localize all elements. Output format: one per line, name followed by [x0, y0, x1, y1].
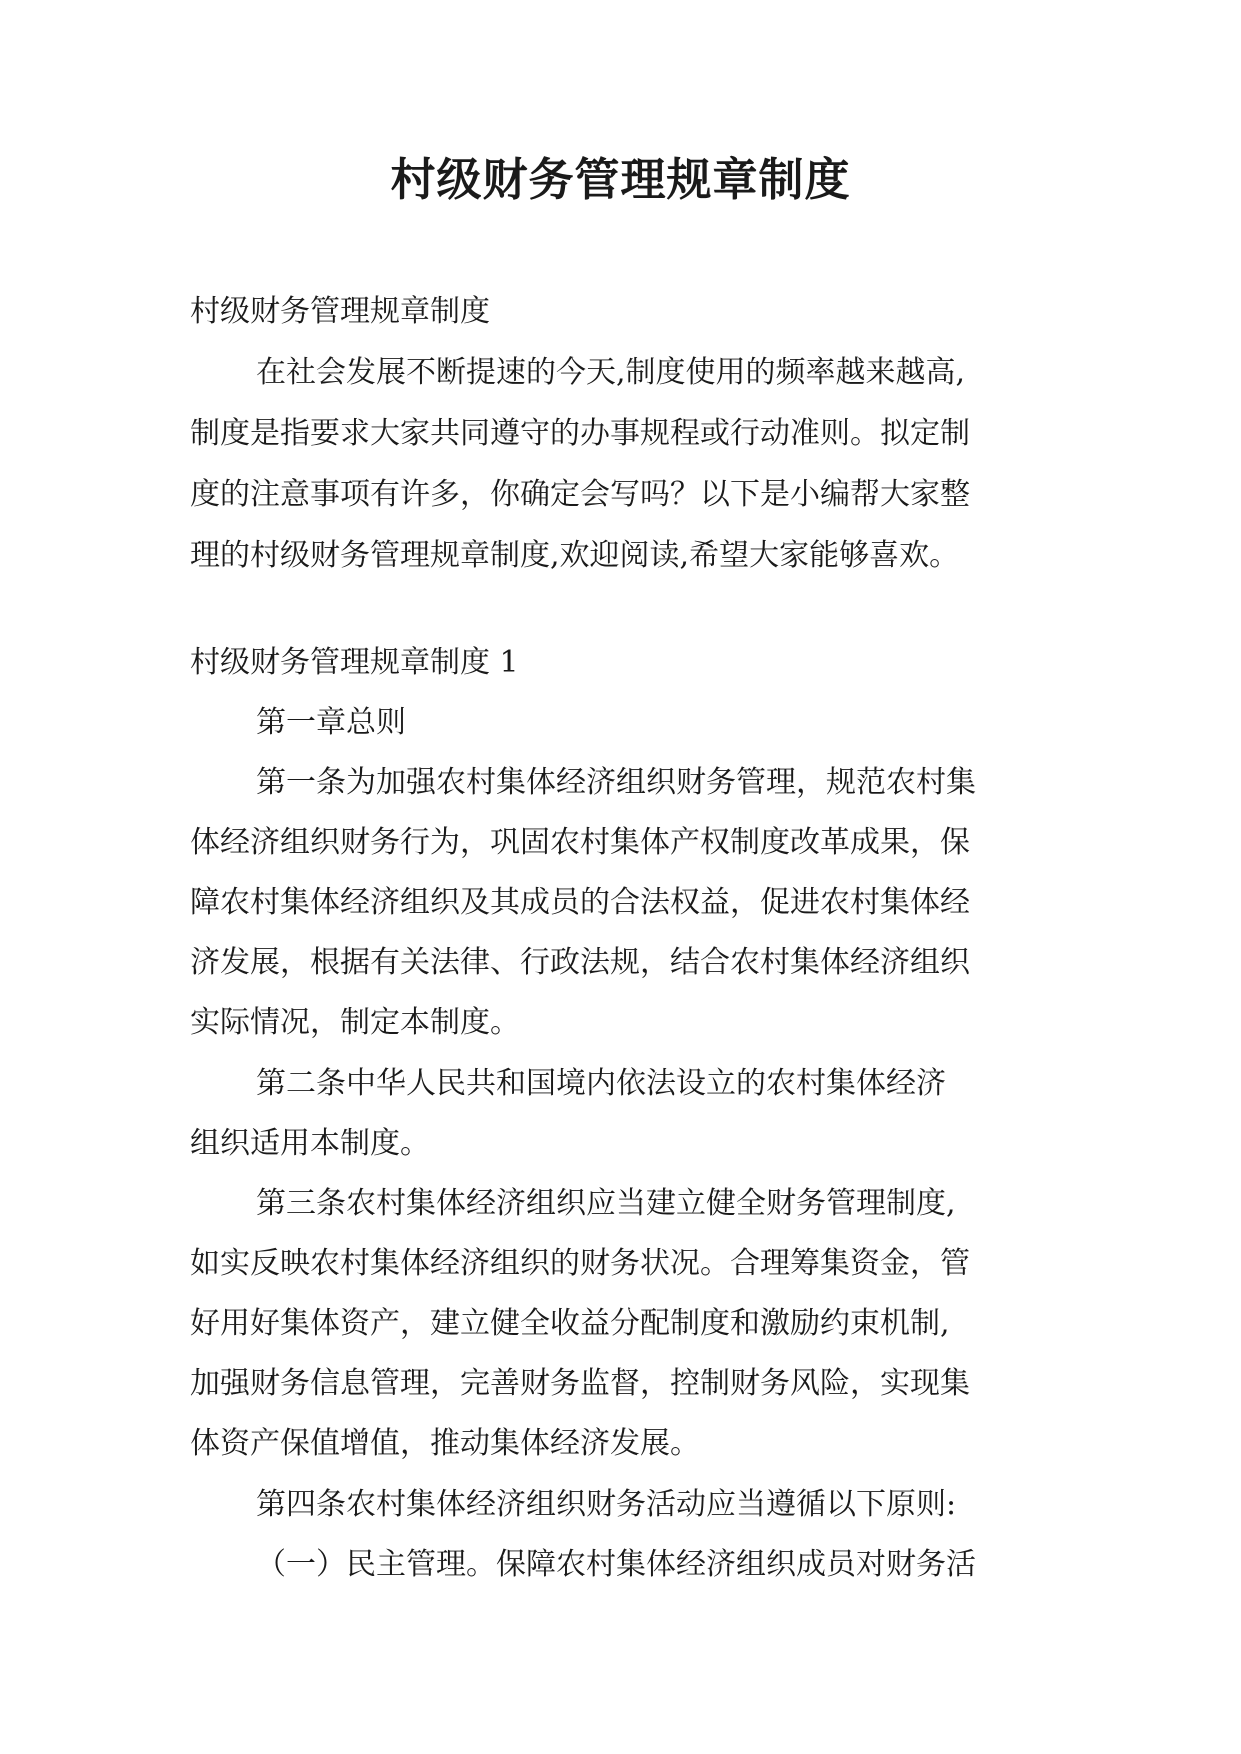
- paragraph-line: 实际情况，制定本制度。: [190, 1005, 520, 1040]
- paragraph-line: 组织适用本制度。: [190, 1126, 430, 1161]
- paragraph-line: 理的村级财务管理规章制度,欢迎阅读,希望大家能够喜欢。: [190, 538, 960, 573]
- paragraph-line: 制度是指要求大家共同遵守的办事规程或行动准则。拟定制: [190, 416, 970, 451]
- chapter-heading: 第一章总则: [256, 705, 406, 740]
- paragraph-line: 体资产保值增值，推动集体经济发展。: [190, 1426, 700, 1461]
- paragraph-line: 如实反映农村集体经济组织的财务状况。合理筹集资金，管: [190, 1246, 970, 1281]
- paragraph-line: 好用好集体资产，建立健全收益分配制度和激励约束机制,: [190, 1306, 950, 1341]
- document-title: 村级财务管理规章制度: [390, 153, 851, 206]
- section-heading: 村级财务管理规章制度 1: [190, 645, 519, 680]
- paragraph-line: 在社会发展不断提速的今天,制度使用的频率越来越高,: [256, 355, 966, 390]
- paragraph-line: 障农村集体经济组织及其成员的合法权益，促进农村集体经: [190, 885, 970, 920]
- section-heading: 村级财务管理规章制度: [190, 294, 490, 329]
- paragraph-line: 第四条农村集体经济组织财务活动应当遵循以下原则:: [256, 1487, 957, 1522]
- paragraph-line: 加强财务信息管理，完善财务监督，控制财务风险，实现集: [190, 1366, 970, 1401]
- paragraph-line: 体经济组织财务行为，巩固农村集体产权制度改革成果，保: [190, 825, 970, 860]
- paragraph-line: 度的注意事项有许多，你确定会写吗？以下是小编帮大家整: [190, 477, 970, 512]
- paragraph-line: 第三条农村集体经济组织应当建立健全财务管理制度,: [256, 1186, 956, 1221]
- paragraph-line: （一）民主管理。保障农村集体经济组织成员对财务活: [256, 1547, 976, 1582]
- paragraph-line: 济发展，根据有关法律、行政法规，结合农村集体经济组织: [190, 945, 970, 980]
- paragraph-line: 第二条中华人民共和国境内依法设立的农村集体经济: [256, 1066, 946, 1101]
- paragraph-line: 第一条为加强农村集体经济组织财务管理，规范农村集: [256, 765, 976, 800]
